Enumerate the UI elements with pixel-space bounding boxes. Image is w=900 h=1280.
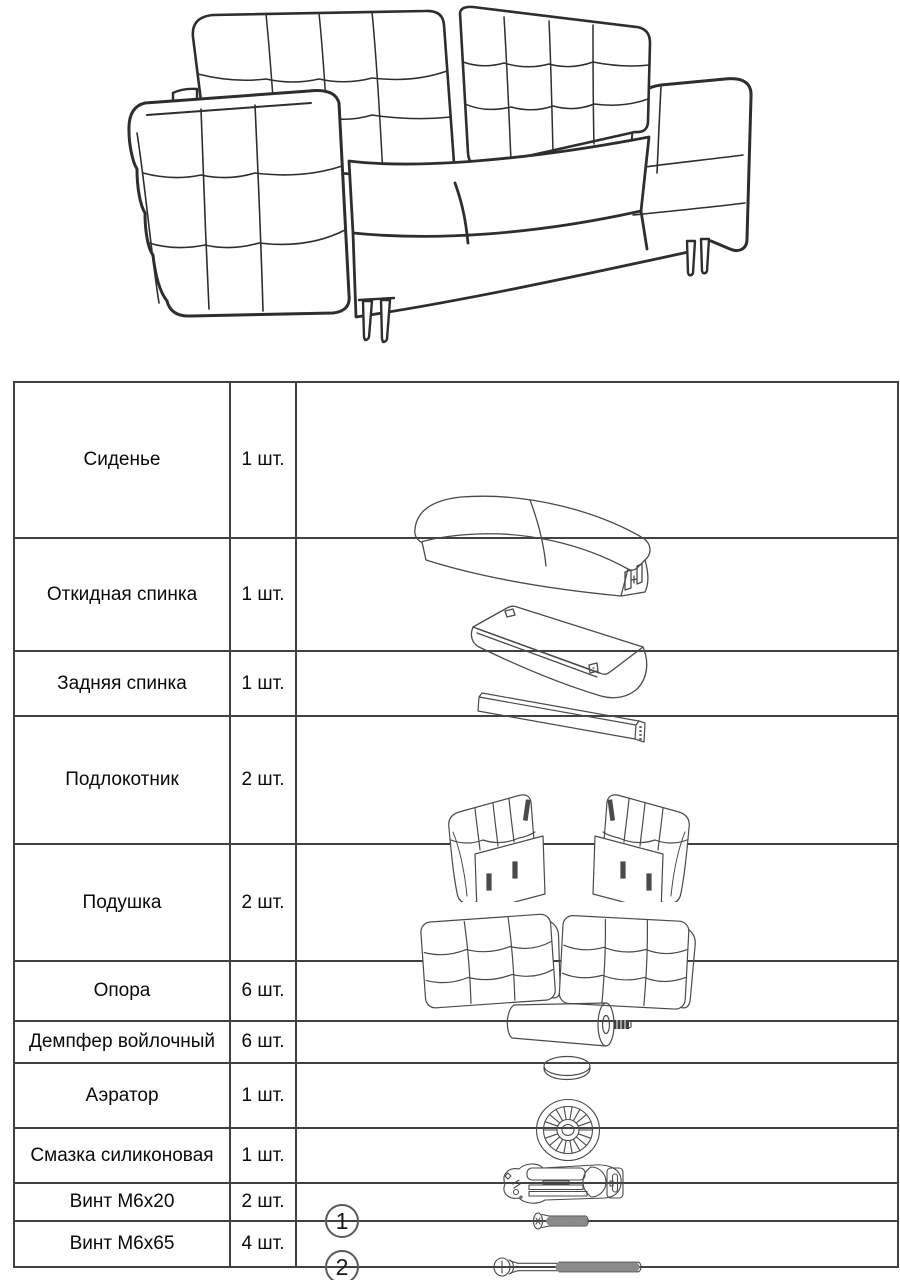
table-row <box>14 844 898 961</box>
part-name: Задняя спинка <box>14 651 230 716</box>
part-name: Демпфер войлочный <box>14 1021 230 1063</box>
part-name: Подлокотник <box>14 716 230 844</box>
table-row <box>14 961 898 1021</box>
table-row <box>14 1183 898 1221</box>
part-qty: 1 шт. <box>230 1128 296 1183</box>
part-qty: 6 шт. <box>230 961 296 1021</box>
part-name: Винт М6х65 <box>14 1221 230 1267</box>
parts-table <box>13 381 899 1280</box>
part-qty: 4 шт. <box>230 1221 296 1267</box>
part-name: Откидная спинка <box>14 538 230 651</box>
part-qty: 2 шт. <box>230 844 296 961</box>
screw-m6x65-icon <box>493 1257 645 1277</box>
table-row <box>14 1021 898 1063</box>
sofa-icon <box>113 3 768 348</box>
sofa-illustration <box>113 3 768 348</box>
table-row <box>14 1221 898 1267</box>
table-row <box>14 651 898 716</box>
part-name: Сиденье <box>14 382 230 538</box>
callout-number-1: 1 <box>325 1204 359 1238</box>
part-qty: 2 шт. <box>230 1183 296 1221</box>
part-name: Опора <box>14 961 230 1021</box>
part-name: Смазка силиконовая <box>14 1128 230 1183</box>
part-name: Подушка <box>14 844 230 961</box>
part-qty: 1 шт. <box>230 1063 296 1128</box>
part-qty: 2 шт. <box>230 716 296 844</box>
part-qty: 1 шт. <box>230 538 296 651</box>
table-row <box>14 1063 898 1128</box>
callout-number-2: 2 <box>325 1250 359 1280</box>
part-name: Аэратор <box>14 1063 230 1128</box>
table-row <box>14 716 898 844</box>
part-qty: 1 шт. <box>230 651 296 716</box>
table-row <box>14 538 898 651</box>
part-qty: 6 шт. <box>230 1021 296 1063</box>
part-qty: 1 шт. <box>230 382 296 538</box>
table-row <box>14 382 898 538</box>
table-row <box>14 1128 898 1183</box>
part-name: Винт М6х20 <box>14 1183 230 1221</box>
